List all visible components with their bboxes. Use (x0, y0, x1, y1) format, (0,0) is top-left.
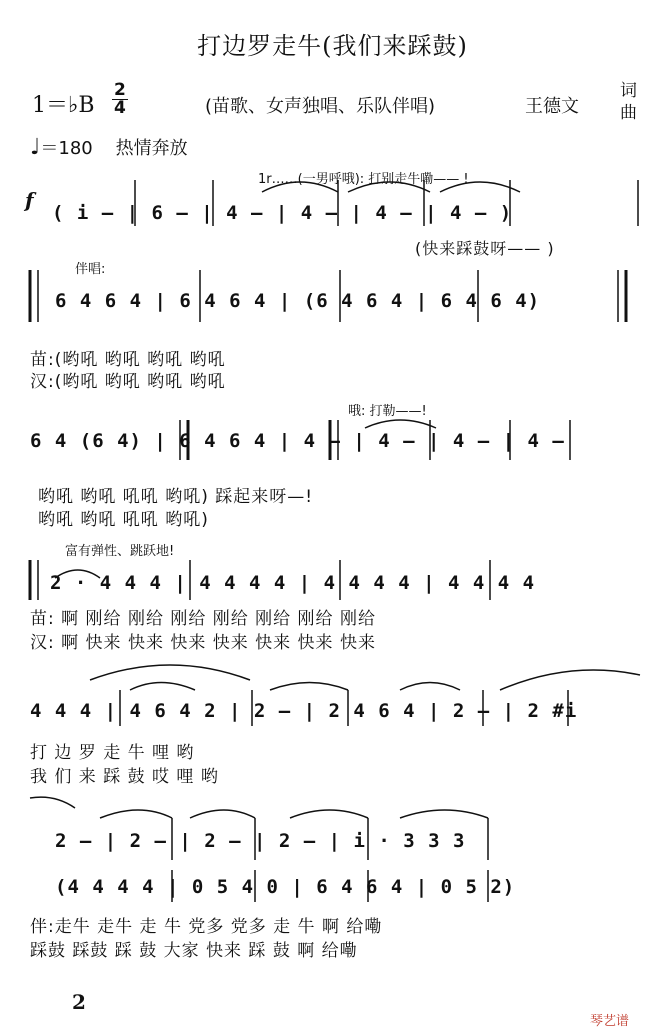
system5-notes: 4 4 4 | 4 6 4 2 | 2 — | 2 4 6 4 | 2 — | 2 #i (30, 700, 578, 722)
system4-lyric-miao: 苗: 啊 刚给 刚给 刚给 刚给 刚给 刚给 刚给 (30, 609, 376, 629)
system3-lyric-a: 哟吼 哟吼 吼吼 哟吼) 踩起来呀—! (38, 487, 314, 507)
quarter-note-icon: ♩ (30, 135, 41, 160)
system4-annotation: 富有弹性、跳跃地! (65, 544, 175, 559)
system1-lyric: (快来踩鼓呀—— ) (415, 239, 555, 258)
site-logo: 琴艺谱 (590, 1014, 630, 1029)
author-name: 王德文 (525, 96, 579, 117)
performance-note: (苗歌、女声独唱、乐队伴唱) (205, 96, 436, 117)
system2-notes: 6 4 6 4 | 6 4 6 4 | (6 4 6 4 | 6 4 6 4) (55, 290, 541, 312)
system3-lyric-b: 哟吼 哟吼 吼吼 哟吼) (38, 510, 209, 530)
song-title: 打边罗走牛(我们来踩鼓) (197, 32, 468, 60)
expression-text: 热情奔放 (115, 138, 188, 159)
system3-notes: 6 4 (6 4) | 6 4 6 4 | 4 — | 4 — | 4 — | 4 — (30, 430, 565, 452)
tempo-value: ＝180 (40, 138, 93, 159)
meter-top: 2 (114, 80, 126, 100)
dynamic-forte: f (25, 188, 34, 212)
system4-notes: 2 · 4 4 4 | 4 4 4 4 | 4 4 4 4 | 4 4 4 4 (50, 572, 536, 594)
system5-lyric-a: 打 边 罗 走 牛 哩 哟 (30, 743, 195, 763)
system3-annotation: 哦: 打勒——! (348, 404, 427, 419)
page-number: 2 (72, 990, 86, 1014)
system1-notes: ( i — | 6 — | 4 — | 4 — | 4 — | 4 — ) (52, 202, 513, 224)
system6-notes-upper: 2 — | 2 — | 2 — | 2 — | i · 3 3 3 (55, 830, 466, 852)
chorus-label: 伴唱: (75, 262, 106, 277)
system5-lyric-b: 我 们 来 踩 鼓 哎 哩 哟 (30, 767, 219, 787)
system6-lyric-a: 伴:走牛 走牛 走 牛 党多 党多 走 牛 啊 给嘞 (30, 917, 383, 937)
system1-annotation: 1r……(一男呼哦): 打别走牛嘞—— ! (258, 172, 469, 187)
system6-lyric-b: 踩鼓 踩鼓 踩 鼓 大家 快来 踩 鼓 啊 给嘞 (30, 941, 358, 961)
meter-bottom: 4 (114, 98, 126, 118)
system2-lyric-miao: 苗:(哟吼 哟吼 哟吼 哟吼 (30, 350, 226, 370)
role-lyrics: 词 (620, 81, 637, 101)
system4-lyric-han: 汉: 啊 快来 快来 快来 快来 快来 快来 快来 (30, 633, 376, 653)
system2-lyric-han: 汉:(哟吼 哟吼 哟吼 哟吼 (30, 372, 226, 392)
role-music: 曲 (620, 103, 637, 123)
key-signature: 1＝♭B (32, 93, 95, 118)
system6-notes-lower: (4 4 4 4 | 0 5 4 0 | 6 4 6 4 | 0 5 2) (55, 876, 516, 898)
